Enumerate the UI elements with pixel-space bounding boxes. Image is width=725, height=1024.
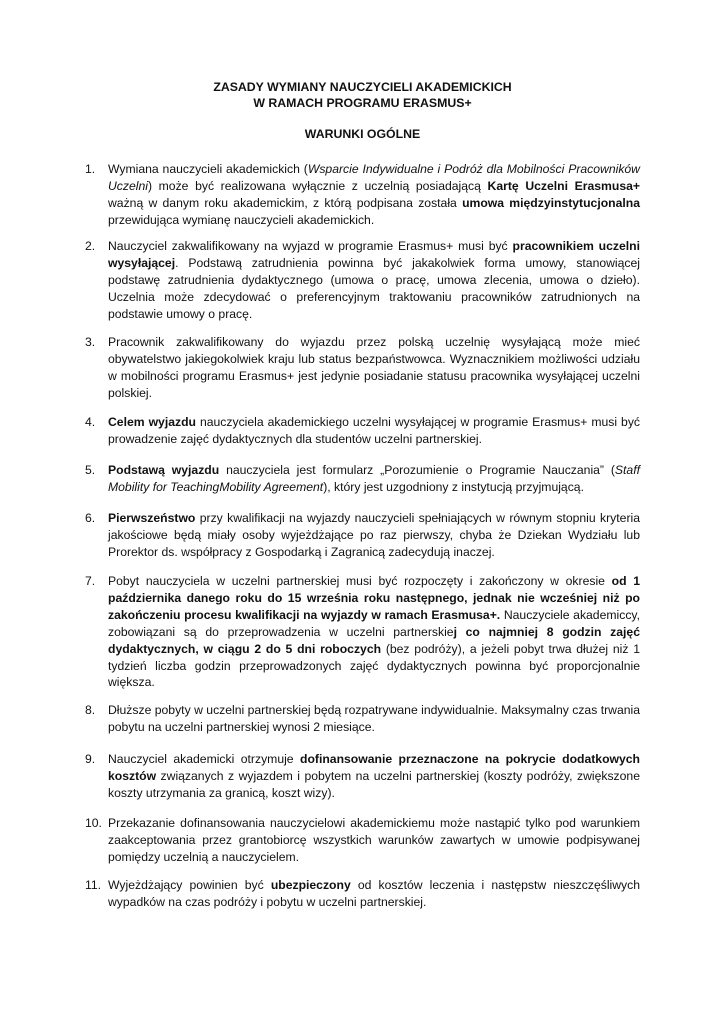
text-run: Nauczyciele akademiccy, zobowiązani są do przeprowadzenia w uczelni partnerskie <box>108 607 640 639</box>
list-item <box>85 573 640 691</box>
list-item-number: 4. <box>85 415 96 429</box>
bold-text: Celem wyjazdu <box>108 415 196 429</box>
text-run: ), który jest uzgodniony z instytucją przyjmującą. <box>323 479 584 494</box>
list-item <box>85 751 640 802</box>
bold-text: umowa międzyinstytucjonalna <box>462 195 640 210</box>
bold-text: j co najmniej 8 godzin zajęć dydaktycznych, w ciągu 2 do 5 dni roboczych <box>108 624 640 656</box>
list-item-number: 7. <box>85 574 96 588</box>
list-item <box>85 238 640 323</box>
list-item-number: 8. <box>85 703 96 717</box>
list-item-text <box>108 573 640 691</box>
bold-text: ubezpieczony <box>270 878 351 892</box>
list-item <box>85 414 640 448</box>
list-item-text <box>108 702 640 736</box>
text-run: ważną w danym roku akademickim, z którą podpisana została <box>108 195 463 210</box>
list-item-number: 1. <box>85 162 96 176</box>
list-item <box>85 462 640 496</box>
text-run: Przekazanie dofinansowania nauczycielowi akademickiemu może nastąpić tylko pod warunkiem zaakceptowania przez grantobiorcę wszystkich warunków zawartych w umowie podpisywanej pomiędzy uczelnią a nauczycielem. <box>108 816 640 864</box>
bold-text: Podstawą wyjazdu <box>108 463 220 477</box>
list-item-text <box>108 877 640 911</box>
list-item-number: 9. <box>85 752 96 766</box>
text-run: nauczyciela akademickiego uczelni wysyłającej w programie Erasmus+ musi być prowadzenie zajęć dydaktycznych dla studentów uczelni partnerskiej. <box>108 415 641 446</box>
document-title-line-1: ZASADY WYMIANY NAUCZYCIELI AKADEMICKICH <box>213 80 512 94</box>
text-run: Nauczyciel zakwalifikowany na wyjazd w programie Erasmus+ musi być <box>108 239 513 253</box>
italic-text: Staff Mobility for TeachingMobility Agreement <box>108 463 640 494</box>
text-run: ) może być realizowana wyłącznie z uczelnią posiadającą <box>147 178 488 193</box>
list-item <box>85 815 640 866</box>
bold-text: dofinansowanie przeznaczone na pokrycie dodatkowych kosztów <box>108 752 641 783</box>
list-item-number: 11. <box>85 878 102 892</box>
section-title: WARUNKI OGÓLNE <box>304 127 421 141</box>
list-item <box>85 334 640 402</box>
bold-text: pracownikiem uczelni wysyłającej <box>108 239 640 270</box>
list-item-text <box>108 751 640 802</box>
text-run: Pobyt nauczyciela w uczelni partnerskiej musi być rozpoczęty i zakończony w okresie <box>108 574 612 588</box>
text-run: . Podstawą zatrudnienia powinna być jakakolwiek forma umowy, stanowiącej podstawę zatrudnienia dydaktycznego (umowa o pracę, umowa zlecenia, umowa o dzieło). Uczelnia może zdecydować o preferencyjnym traktowaniu pracowników zatrudnionych na podstawie umowy o pracę. <box>108 255 640 321</box>
text-run: przewidująca wymianę nauczycieli akademickich. <box>108 212 375 227</box>
italic-text: Wsparcie Indywidualne i Podróż dla Mobilności Pracowników Uczelni <box>108 162 640 193</box>
document-title-line-2: W RAMACH PROGRAMU ERASMUS+ <box>253 96 472 110</box>
list-item-text <box>108 815 640 866</box>
list-item <box>85 161 640 229</box>
list-item-number: 10. <box>85 816 102 830</box>
list-item <box>85 702 640 736</box>
list-item-text <box>108 238 640 323</box>
list-item-number: 2. <box>85 239 96 253</box>
list-item-text <box>108 510 640 561</box>
text-run: (bez podróży), a jeżeli pobyt trwa dłużej niż 1 tydzień liczba godzin przeprowadzonych zajęć dydaktycznych powinna być proporcjonalnie większa. <box>108 641 640 690</box>
text-run: związanych z wyjazdem i pobytem na uczelni partnerskiej (koszty podróży, zwiększone koszty utrzymania za granicą, koszt wizy). <box>108 768 640 800</box>
list-item-number: 5. <box>85 463 96 477</box>
list-item-text <box>108 161 640 229</box>
list-item-text <box>108 414 640 448</box>
bold-text: Pierwszeństwo <box>108 511 196 525</box>
text-run: Dłuższe pobyty w uczelni partnerskiej będą rozpatrywane indywidualnie. Maksymalny czas trwania pobytu na uczelni partnerskiej wynosi 2 miesiące. <box>108 703 640 734</box>
bold-text: od 1 października danego roku do 15 września roku następnego, jednak nie wcześniej niż po zakończeniu procesu kwalifikacji na wyjazdy w ramach Erasmusa+. <box>108 574 640 622</box>
text-run: Wymiana nauczycieli akademickich ( <box>108 162 308 176</box>
list-item-number: 6. <box>85 511 96 525</box>
list-item-text <box>108 334 640 402</box>
text-run: nauczyciela jest formularz „Porozumienie o Programie Nauczania” ( <box>219 463 615 477</box>
list-item <box>85 877 640 911</box>
text-run: Wyjeżdżający powinien być <box>108 878 271 892</box>
list-item <box>85 510 640 561</box>
text-run: przy kwalifikacji na wyjazdy nauczycieli spełniających w równym stopniu kryteria jakościowe będą miały osoby wyjeżdżające po raz pierwszy, chyba że Dziekan Wydziału lub Prorektor ds. współpracy z Gospodarką i Zagranicą zadecydują inaczej. <box>108 511 640 559</box>
text-run: od kosztów leczenia i następstw nieszczęśliwych wypadków na czas podróży i pobytu w uczelni partnerskiej. <box>108 878 640 909</box>
list-item-number: 3. <box>85 335 96 349</box>
list-item-text <box>108 462 640 496</box>
text-run: Nauczyciel akademicki otrzymuje <box>108 752 301 766</box>
bold-text: Kartę Uczelni Erasmusa+ <box>487 178 640 193</box>
text-run: Pracownik zakwalifikowany do wyjazdu przez polską uczelnię wysyłającą może mieć obywatelstwo jakiegokolwiek kraju lub status bezpaństwowca. Wyznacznikiem możliwości udziału w mobilności programu Erasmus+ jest jedynie posiadanie statusu pracownika wysyłającej uczelni polskiej. <box>108 335 640 400</box>
